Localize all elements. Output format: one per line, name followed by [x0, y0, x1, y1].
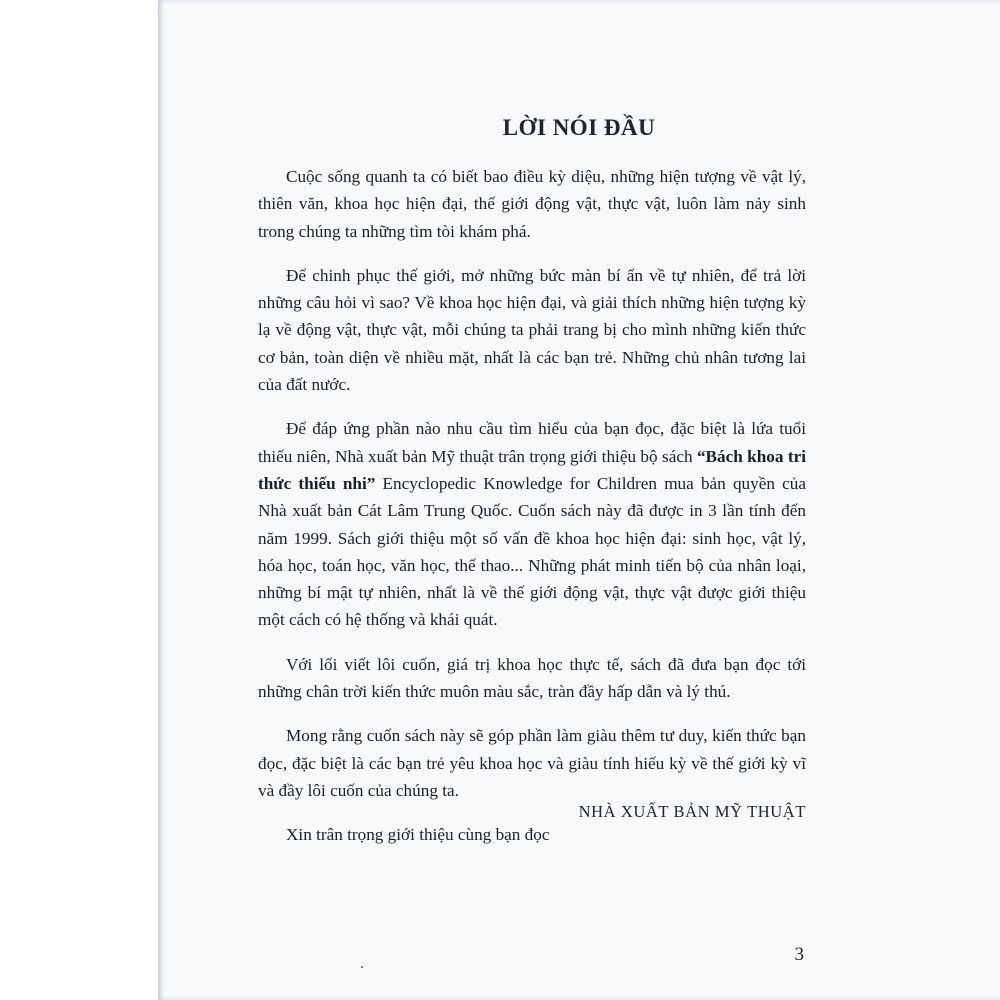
paragraph-3	[258, 415, 806, 633]
paragraph-2: Để chinh phục thế giới, mở những bức màn bí ẩn về tự nhiên, để trả lời những câu hỏi vì sao? Về khoa học hiện đại, và giải thích những hiện tượng kỳ lạ về động vật, thực vật, mỗi chúng ta phải trang bị cho mình những kiến thức cơ bản, toàn diện về nhiều mặt, nhất là các bạn trẻ. Những chủ nhân tương lai của đất nước.	[258, 265, 806, 395]
preface-body	[258, 163, 806, 866]
page-title: LỜI NÓI ĐẦU	[502, 115, 656, 140]
paragraph-1: Cuộc sống quanh ta có biết bao điều kỳ diệu, những hiện tượng về vật lý, thiên văn, khoa học hiện đại, thế giới động vật, thực vật, luôn làm nảy sinh trong chúng ta những tìm tòi khám phá.	[258, 167, 806, 241]
publisher-signature: NHÀ XUẤT BẢN MỸ THUẬT	[578, 802, 806, 821]
book-series-title: “Bách khoa tri thức thiếu nhi”	[258, 446, 806, 493]
scan-speck	[361, 966, 363, 968]
paragraph-6: Xin trân trọng giới thiệu cùng bạn đọc	[286, 825, 550, 845]
book-page	[158, 0, 1000, 1000]
paragraph-3-intro: Để đáp ứng phần nào nhu cầu tìm hiểu của bạn đọc, đặc biệt là lứa tuổi thiếu niên, Nhà xuất bản Mỹ thuật trân trọng giới thiệu bộ sách	[258, 419, 806, 466]
paragraph-5: Mong rằng cuốn sách này sẽ góp phần làm giàu thêm tư duy, kiến thức bạn đọc, đặc biệt là các bạn trẻ yêu khoa học và giàu tính hiếu kỳ về thế giới kỳ vĩ và đầy lôi cuốn của chúng ta.	[258, 726, 806, 800]
paragraph-4: Với lối viết lôi cuốn, giá trị khoa học thực tế, sách đã đưa bạn đọc tới những chân trời kiến thức muôn màu sắc, tràn đầy hấp dẫn và lý thú.	[258, 654, 806, 702]
paragraph-3-rest: Encyclopedic Knowledge for Children mua bản quyền của Nhà xuất bản Cát Lâm Trung Quốc. Cuốn sách này đã được in 3 lần tính đến năm 1999. Sách giới thiệu một số vấn đề khoa học hiện đại: sinh học, vật lý, hóa học, toán học, văn học, thể thao... Những phát minh tiến bộ của nhân loại, những bí mật tự nhiên, nhất là về thế giới động vật, thực vật được giới thiệu một cách có hệ thống và khái quát.	[258, 473, 806, 630]
page-number: 3	[794, 944, 804, 965]
